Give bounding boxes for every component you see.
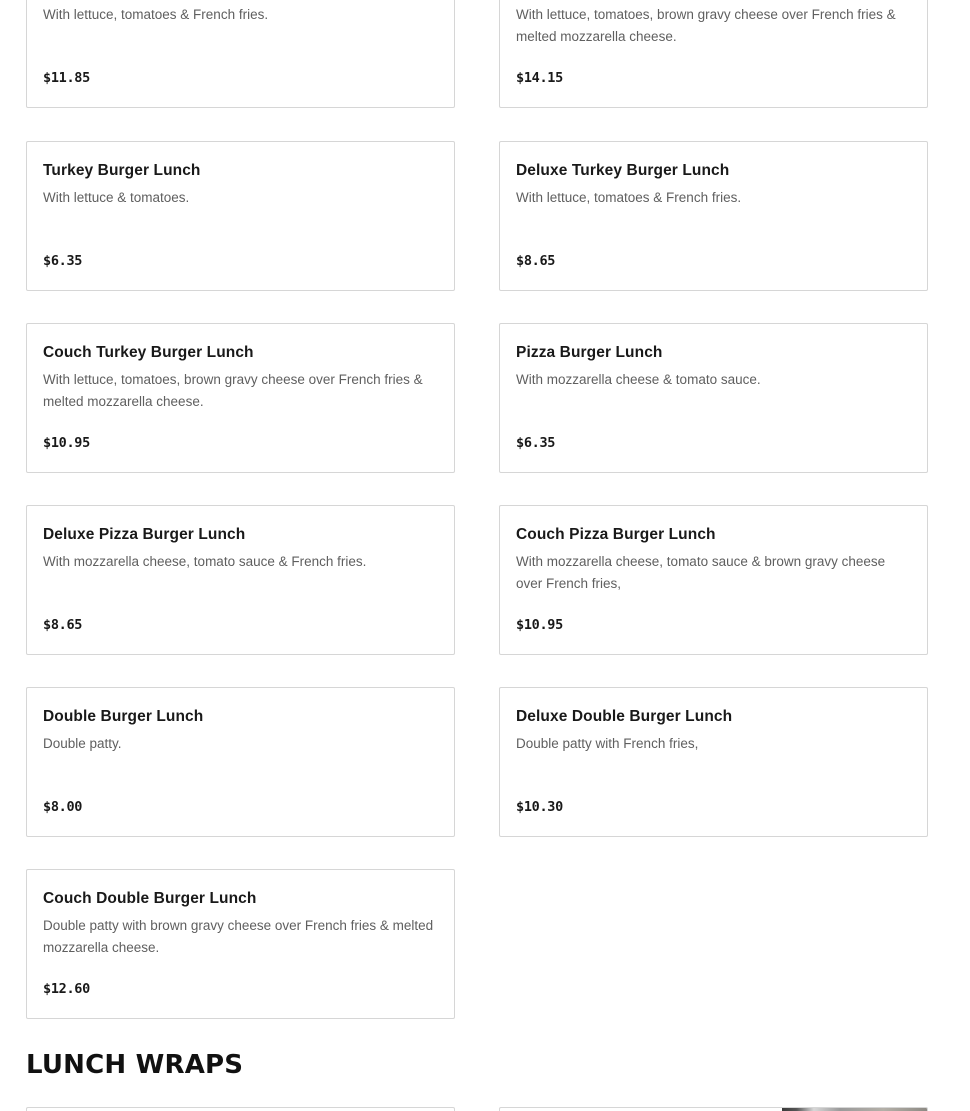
menu-item-card[interactable] — [26, 141, 455, 291]
menu-item-card[interactable] — [499, 1107, 928, 1111]
menu-item-description: With mozzarella cheese, tomato sauce & brown gravy cheese over French fries, — [516, 554, 886, 591]
menu-item-card[interactable] — [26, 505, 455, 655]
menu-item-description: With mozzarella cheese & tomato sauce. — [516, 372, 761, 387]
menu-item-name: Couch Turkey Burger Lunch — [43, 344, 254, 361]
menu-item-price: $10.95 — [516, 617, 563, 633]
menu-item-description: Double patty. — [43, 736, 122, 751]
menu-item-description: With lettuce, tomatoes & French fries. — [516, 190, 742, 205]
menu-item-price: $8.00 — [43, 799, 83, 815]
menu-item-card[interactable] — [499, 687, 928, 837]
menu-item-name: Deluxe Double Burger Lunch — [516, 708, 733, 725]
menu-item-description: Double patty with French fries, — [516, 736, 699, 751]
menu-item-card[interactable] — [26, 687, 455, 837]
menu-item-card[interactable] — [499, 141, 928, 291]
menu-item-card[interactable] — [499, 505, 928, 655]
menu-item-description: With lettuce, tomatoes, brown gravy cheese over French fries & melted mozzarella cheese. — [516, 7, 896, 44]
menu-item-name: Deluxe Turkey Burger Lunch — [516, 162, 730, 179]
menu-item-card[interactable] — [26, 0, 455, 108]
menu-item-price: $12.60 — [43, 981, 90, 997]
menu-item-name: Turkey Burger Lunch — [43, 162, 201, 179]
menu-item-name: Double Burger Lunch — [43, 708, 204, 725]
menu-item-name: Deluxe Pizza Burger Lunch — [43, 526, 246, 543]
menu-item-price: $8.65 — [43, 617, 83, 633]
menu-item-price: $11.85 — [43, 70, 90, 86]
menu-item-description: With lettuce & tomatoes. — [43, 190, 190, 205]
menu-item-card[interactable] — [26, 1107, 455, 1111]
menu-item-card[interactable] — [26, 869, 455, 1019]
menu-item-card[interactable] — [499, 323, 928, 473]
menu-item-name: Couch Double Burger Lunch — [43, 890, 257, 907]
menu-item-price: $6.35 — [516, 435, 556, 451]
menu-item-description: With lettuce, tomatoes & French fries. — [43, 7, 269, 22]
menu-item-price: $6.35 — [43, 253, 83, 269]
menu-item-description: With mozzarella cheese, tomato sauce & French fries. — [43, 554, 367, 569]
menu-item-price: $10.95 — [43, 435, 90, 451]
menu-item-price: $14.15 — [516, 70, 563, 86]
menu-item-card[interactable] — [26, 323, 455, 473]
menu-item-name: Couch Pizza Burger Lunch — [516, 526, 716, 543]
section-heading-lunch-wraps: LUNCH WRAPS — [26, 1050, 244, 1080]
menu-item-description: Double patty with brown gravy cheese over French fries & melted mozzarella cheese. — [43, 918, 434, 955]
menu-item-name: Pizza Burger Lunch — [516, 344, 663, 361]
menu-item-description: With lettuce, tomatoes, brown gravy cheese over French fries & melted mozzarella cheese. — [43, 372, 423, 409]
menu-item-price: $10.30 — [516, 799, 563, 815]
menu-item-price: $8.65 — [516, 253, 556, 269]
menu-item-card[interactable] — [499, 0, 928, 108]
